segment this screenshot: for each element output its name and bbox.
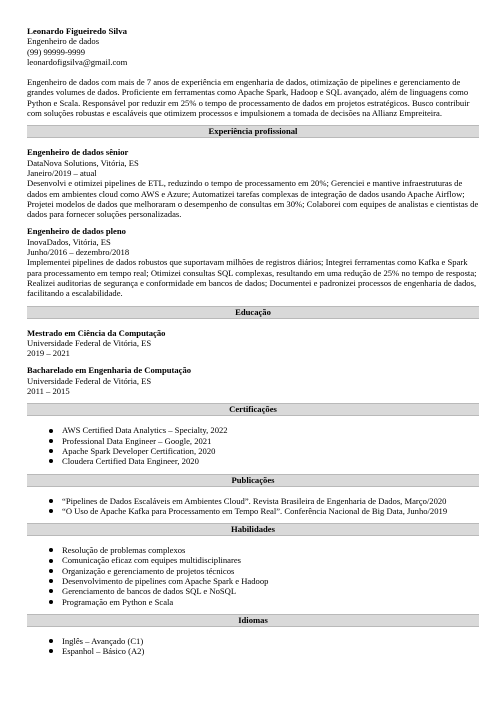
- job-description: Implementei pipelines de dados robustos que suportavam milhões de registros diários; Integrei ferramentas como Kafka e Spark para processamento em tempo real; Otimizei consultas SQL complexas, resultando em uma redução de 25% no tempo de resposta; Realizei auditorias de segurança e conformidade em bancos de dados; Documentei e padronizei processos de engenharia de dados, facilitando a escalabilidade.: [27, 257, 477, 299]
- job-title: Engenheiro de dados pleno: [27, 226, 126, 237]
- certifications-list: [27, 425, 479, 466]
- experience-entry: [27, 147, 479, 219]
- education-period: 2011 – 2015: [27, 386, 70, 397]
- school-name: Universidade Federal de Vitória, ES: [27, 375, 152, 386]
- job-period: Junho/2016 – dezembro/2018: [27, 247, 130, 258]
- list-item: Programação em Python e Scala: [49, 597, 479, 607]
- resume-header: [27, 26, 479, 67]
- degree-title: Mestrado em Ciência da Computação: [27, 327, 166, 338]
- languages-list: [27, 636, 479, 657]
- list-item: Inglês – Avançado (C1): [49, 636, 479, 646]
- list-item: Cloudera Certified Data Engineer, 2020: [49, 456, 479, 466]
- list-item: Gerenciamento de bancos de dados SQL e NoSQL: [49, 586, 479, 596]
- job-description: Desenvolvi e otimizei pipelines de ETL, reduzindo o tempo de processamento em 20%; Gerenciei e mantive infraestruturas de dados em ambientes cloud como AWS e Azure; Automatizei tarefas complexas de integração de dados usando Apache Airflow; Projetei modelos de dados que melhoraram o desempenho de consultas em 30%; Colaborei com equipes de analistas e cientistas de dados para fornecer soluções personalizadas.: [27, 178, 479, 220]
- list-item: Professional Data Engineer – Google, 2021: [49, 436, 479, 446]
- list-item: Organização e gerenciamento de projetos técnicos: [49, 566, 479, 576]
- list-item: Desenvolvimento de pipelines com Apache Spark e Hadoop: [49, 576, 479, 586]
- candidate-name: Leonardo Figueiredo Silva: [27, 26, 128, 36]
- education-period: 2019 – 2021: [27, 348, 70, 359]
- job-company: DataNova Solutions, Vitória, ES: [27, 157, 139, 168]
- job-title: Engenheiro de dados sênior: [27, 147, 129, 158]
- section-header-languages: Idiomas: [27, 614, 479, 627]
- experience-entry: [27, 226, 479, 298]
- education-entry: [27, 365, 479, 396]
- skills-list: [27, 545, 479, 607]
- degree-title: Bacharelado em Engenharia de Computação: [27, 365, 192, 376]
- list-item: “Pipelines de Dados Escaláveis em Ambientes Cloud”. Revista Brasileira de Engenharia de Dados, Março/2020: [49, 496, 479, 506]
- candidate-role: Engenheiro de dados: [27, 36, 100, 47]
- section-header-experience: Experiência profissional: [27, 125, 479, 138]
- professional-summary: Engenheiro de dados com mais de 7 anos de experiência em engenharia de dados, otimização de pipelines e gerenciamento de grandes volumes de dados. Proficiente em ferramentas como Apache Spark, Hadoop e SQL avançado, além de linguagens como Python e Scala. Responsável por reduzir em 25% o tempo de processamento de dados em projetos estratégicos. Busco contribuir com soluções robustas e escaláveis que otimizem processos e impulsionem a tomada de decisões na Allianz Empreiteira.: [27, 77, 470, 119]
- list-item: Apache Spark Developer Certification, 2020: [49, 446, 479, 456]
- education-section: [27, 328, 479, 397]
- section-header-certifications: Certificações: [27, 403, 479, 416]
- school-name: Universidade Federal de Vitória, ES: [27, 337, 152, 348]
- job-period: Janeiro/2019 – atual: [27, 167, 97, 178]
- list-item: Espanhol – Básico (A2): [49, 646, 479, 656]
- publications-list: [27, 496, 479, 517]
- section-header-publications: Publicações: [27, 474, 479, 487]
- list-item: “O Uso de Apache Kafka para Processamento em Tempo Real”. Conferência Nacional de Big Data, Junho/2019: [49, 506, 479, 516]
- experience-section: [27, 147, 479, 298]
- education-entry: [27, 328, 479, 359]
- section-header-skills: Habilidades: [27, 523, 479, 536]
- list-item: Comunicação eficaz com equipes multidisciplinares: [49, 555, 479, 565]
- list-item: Resolução de problemas complexos: [49, 545, 479, 555]
- job-company: InovaDados, Vitória, ES: [27, 236, 111, 247]
- list-item: AWS Certified Data Analytics – Specialty, 2022: [49, 425, 479, 435]
- candidate-phone: (99) 99999-9999: [27, 46, 85, 57]
- section-header-education: Educação: [27, 306, 479, 319]
- candidate-email: leonardofigsilva@gmail.com: [27, 56, 128, 67]
- resume-page: [27, 26, 479, 656]
